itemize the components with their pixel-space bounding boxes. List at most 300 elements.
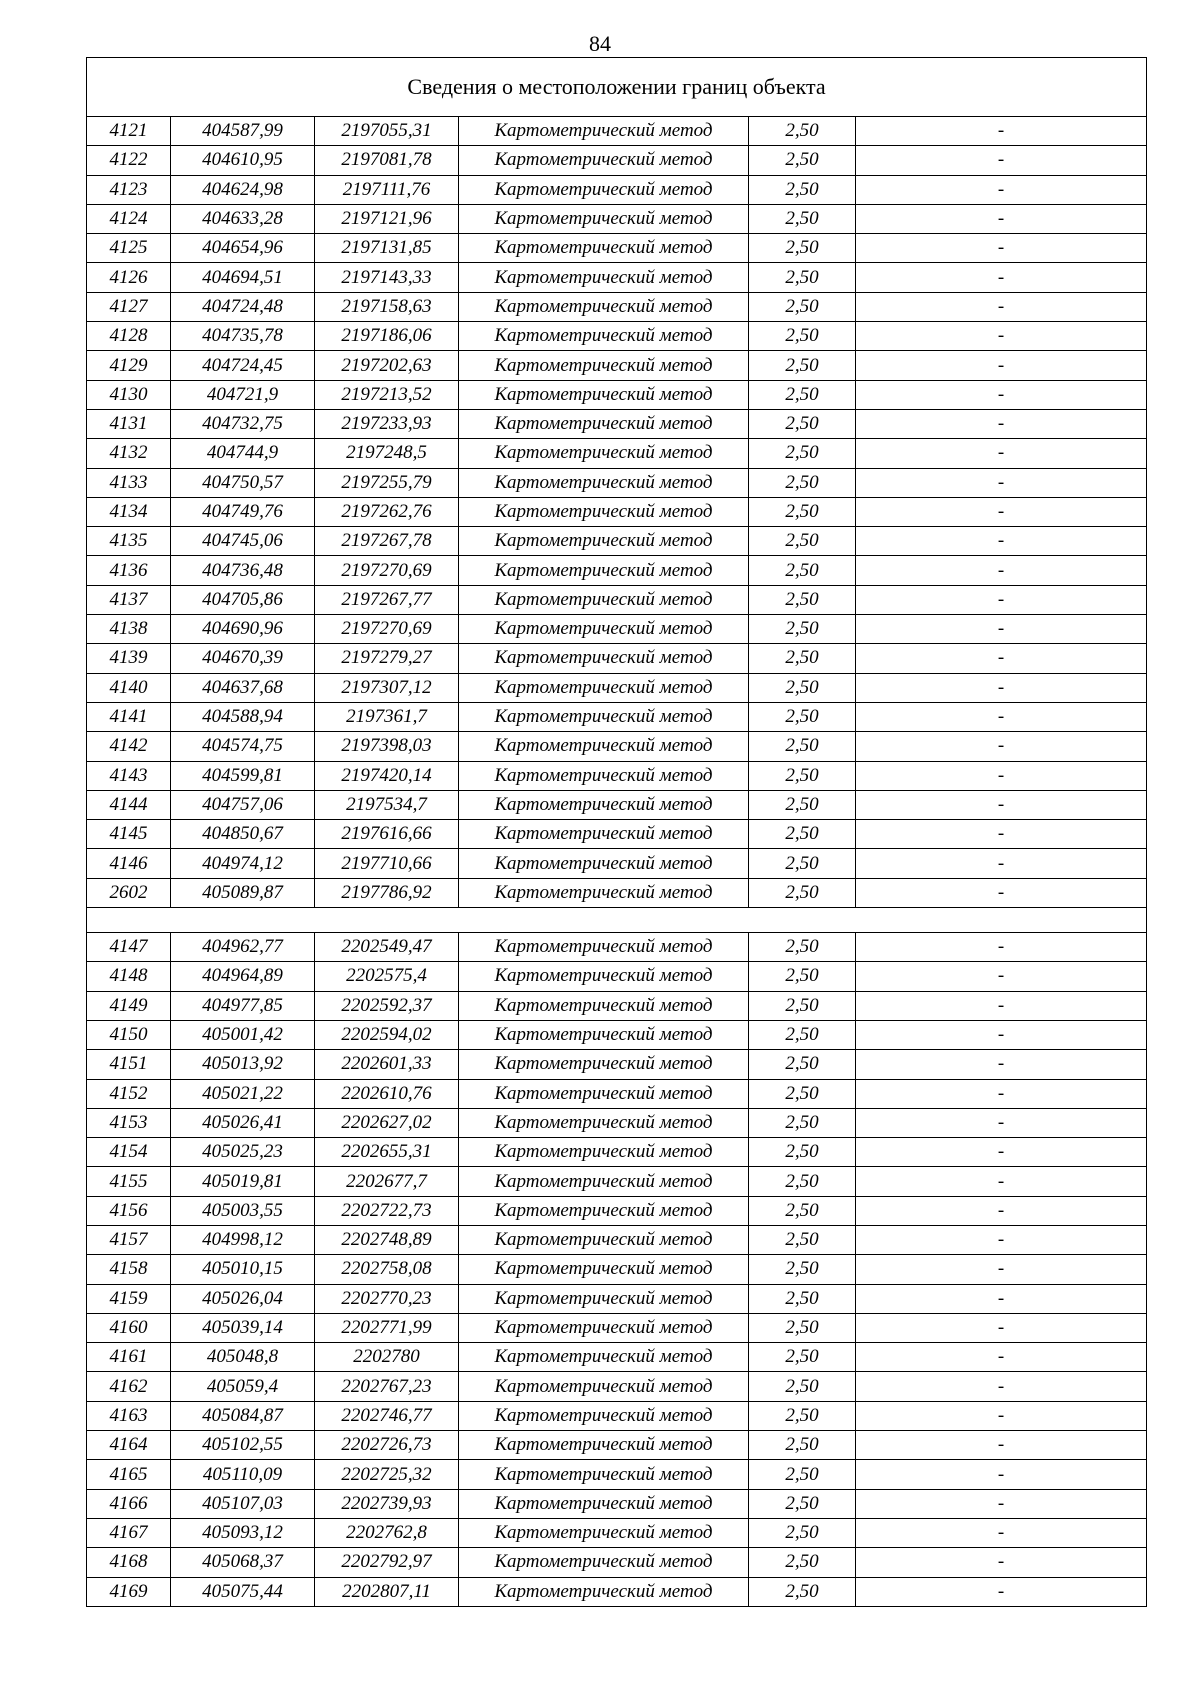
point-number-cell: 4149 bbox=[87, 991, 171, 1020]
table-row bbox=[87, 1050, 1147, 1079]
method-cell: Картометрический метод bbox=[459, 263, 749, 292]
y-coordinate-cell: 2197111,76 bbox=[315, 175, 459, 204]
point-number-cell: 4144 bbox=[87, 790, 171, 819]
accuracy-cell: 2,50 bbox=[749, 117, 856, 146]
table-row bbox=[87, 585, 1147, 614]
x-coordinate-cell: 404732,75 bbox=[171, 409, 315, 438]
y-coordinate-cell: 2202726,73 bbox=[315, 1431, 459, 1460]
x-coordinate-cell: 404724,48 bbox=[171, 292, 315, 321]
description-cell: - bbox=[856, 1313, 1147, 1342]
point-number-cell: 4158 bbox=[87, 1255, 171, 1284]
point-number-cell: 4169 bbox=[87, 1577, 171, 1606]
table-row bbox=[87, 409, 1147, 438]
point-number-cell: 4128 bbox=[87, 322, 171, 351]
y-coordinate-cell: 2202594,02 bbox=[315, 1020, 459, 1049]
description-cell: - bbox=[856, 497, 1147, 526]
point-number-cell: 4135 bbox=[87, 527, 171, 556]
method-cell: Картометрический метод bbox=[459, 732, 749, 761]
table-row bbox=[87, 380, 1147, 409]
y-coordinate-cell: 2202592,37 bbox=[315, 991, 459, 1020]
y-coordinate-cell: 2197270,69 bbox=[315, 556, 459, 585]
boundary-points-table bbox=[86, 57, 1147, 1607]
table-row bbox=[87, 468, 1147, 497]
accuracy-cell: 2,50 bbox=[749, 1050, 856, 1079]
method-cell: Картометрический метод bbox=[459, 1372, 749, 1401]
x-coordinate-cell: 405089,87 bbox=[171, 878, 315, 907]
description-cell: - bbox=[856, 409, 1147, 438]
method-cell: Картометрический метод bbox=[459, 497, 749, 526]
y-coordinate-cell: 2197131,85 bbox=[315, 234, 459, 263]
y-coordinate-cell: 2197420,14 bbox=[315, 761, 459, 790]
method-cell: Картометрический метод bbox=[459, 175, 749, 204]
description-cell: - bbox=[856, 1489, 1147, 1518]
x-coordinate-cell: 404721,9 bbox=[171, 380, 315, 409]
description-cell: - bbox=[856, 439, 1147, 468]
accuracy-cell: 2,50 bbox=[749, 380, 856, 409]
table-row bbox=[87, 175, 1147, 204]
description-cell: - bbox=[856, 933, 1147, 962]
y-coordinate-cell: 2197081,78 bbox=[315, 146, 459, 175]
table-row bbox=[87, 1489, 1147, 1518]
table-row bbox=[87, 1079, 1147, 1108]
description-cell: - bbox=[856, 204, 1147, 233]
x-coordinate-cell: 404962,77 bbox=[171, 933, 315, 962]
table-row bbox=[87, 1020, 1147, 1049]
accuracy-cell: 2,50 bbox=[749, 1255, 856, 1284]
point-number-cell: 4151 bbox=[87, 1050, 171, 1079]
table-row bbox=[87, 556, 1147, 585]
description-cell: - bbox=[856, 380, 1147, 409]
point-number-cell: 4132 bbox=[87, 439, 171, 468]
description-cell: - bbox=[856, 615, 1147, 644]
point-number-cell: 4121 bbox=[87, 117, 171, 146]
accuracy-cell: 2,50 bbox=[749, 933, 856, 962]
point-number-cell: 4125 bbox=[87, 234, 171, 263]
method-cell: Картометрический метод bbox=[459, 1020, 749, 1049]
method-cell: Картометрический метод bbox=[459, 292, 749, 321]
x-coordinate-cell: 405013,92 bbox=[171, 1050, 315, 1079]
x-coordinate-cell: 404694,51 bbox=[171, 263, 315, 292]
description-cell: - bbox=[856, 1020, 1147, 1049]
method-cell: Картометрический метод bbox=[459, 468, 749, 497]
method-cell: Картометрический метод bbox=[459, 351, 749, 380]
y-coordinate-cell: 2197143,33 bbox=[315, 263, 459, 292]
table-row bbox=[87, 790, 1147, 819]
table-row bbox=[87, 1577, 1147, 1606]
accuracy-cell: 2,50 bbox=[749, 790, 856, 819]
table-row bbox=[87, 644, 1147, 673]
accuracy-cell: 2,50 bbox=[749, 527, 856, 556]
description-cell: - bbox=[856, 1518, 1147, 1547]
method-cell: Картометрический метод bbox=[459, 1460, 749, 1489]
table-row bbox=[87, 962, 1147, 991]
point-number-cell: 4138 bbox=[87, 615, 171, 644]
accuracy-cell: 2,50 bbox=[749, 409, 856, 438]
accuracy-cell: 2,50 bbox=[749, 263, 856, 292]
y-coordinate-cell: 2197307,12 bbox=[315, 673, 459, 702]
point-number-cell: 4155 bbox=[87, 1167, 171, 1196]
y-coordinate-cell: 2202746,77 bbox=[315, 1401, 459, 1430]
y-coordinate-cell: 2202748,89 bbox=[315, 1225, 459, 1254]
accuracy-cell: 2,50 bbox=[749, 322, 856, 351]
table-title-row bbox=[87, 58, 1147, 117]
x-coordinate-cell: 405010,15 bbox=[171, 1255, 315, 1284]
table-row bbox=[87, 1138, 1147, 1167]
y-coordinate-cell: 2197255,79 bbox=[315, 468, 459, 497]
description-cell: - bbox=[856, 644, 1147, 673]
description-cell: - bbox=[856, 1372, 1147, 1401]
x-coordinate-cell: 404735,78 bbox=[171, 322, 315, 351]
y-coordinate-cell: 2202762,8 bbox=[315, 1518, 459, 1547]
accuracy-cell: 2,50 bbox=[749, 1079, 856, 1108]
accuracy-cell: 2,50 bbox=[749, 439, 856, 468]
point-number-cell: 4127 bbox=[87, 292, 171, 321]
point-number-cell: 4130 bbox=[87, 380, 171, 409]
accuracy-cell: 2,50 bbox=[749, 1577, 856, 1606]
point-number-cell: 4143 bbox=[87, 761, 171, 790]
x-coordinate-cell: 405039,14 bbox=[171, 1313, 315, 1342]
point-number-cell: 4129 bbox=[87, 351, 171, 380]
accuracy-cell: 2,50 bbox=[749, 1343, 856, 1372]
accuracy-cell: 2,50 bbox=[749, 673, 856, 702]
method-cell: Картометрический метод bbox=[459, 1255, 749, 1284]
accuracy-cell: 2,50 bbox=[749, 175, 856, 204]
point-number-cell: 4166 bbox=[87, 1489, 171, 1518]
section-separator bbox=[87, 908, 1147, 933]
description-cell: - bbox=[856, 1577, 1147, 1606]
point-number-cell: 4147 bbox=[87, 933, 171, 962]
method-cell: Картометрический метод bbox=[459, 1138, 749, 1167]
y-coordinate-cell: 2197055,31 bbox=[315, 117, 459, 146]
method-cell: Картометрический метод bbox=[459, 1108, 749, 1137]
accuracy-cell: 2,50 bbox=[749, 820, 856, 849]
point-number-cell: 4164 bbox=[87, 1431, 171, 1460]
x-coordinate-cell: 404850,67 bbox=[171, 820, 315, 849]
method-cell: Картометрический метод bbox=[459, 1050, 749, 1079]
point-number-cell: 4133 bbox=[87, 468, 171, 497]
table-row bbox=[87, 1313, 1147, 1342]
x-coordinate-cell: 404964,89 bbox=[171, 962, 315, 991]
accuracy-cell: 2,50 bbox=[749, 1372, 856, 1401]
method-cell: Картометрический метод bbox=[459, 991, 749, 1020]
description-cell: - bbox=[856, 849, 1147, 878]
y-coordinate-cell: 2197534,7 bbox=[315, 790, 459, 819]
description-cell: - bbox=[856, 820, 1147, 849]
method-cell: Картометрический метод bbox=[459, 1548, 749, 1577]
y-coordinate-cell: 2197202,63 bbox=[315, 351, 459, 380]
point-number-cell: 4139 bbox=[87, 644, 171, 673]
page-number: 84 bbox=[589, 31, 611, 56]
x-coordinate-cell: 404588,94 bbox=[171, 702, 315, 731]
table-row bbox=[87, 702, 1147, 731]
point-number-cell: 4165 bbox=[87, 1460, 171, 1489]
accuracy-cell: 2,50 bbox=[749, 991, 856, 1020]
description-cell: - bbox=[856, 1225, 1147, 1254]
table-row bbox=[87, 732, 1147, 761]
x-coordinate-cell: 405102,55 bbox=[171, 1431, 315, 1460]
y-coordinate-cell: 2197158,63 bbox=[315, 292, 459, 321]
y-coordinate-cell: 2202627,02 bbox=[315, 1108, 459, 1137]
x-coordinate-cell: 404974,12 bbox=[171, 849, 315, 878]
description-cell: - bbox=[856, 1079, 1147, 1108]
method-cell: Картометрический метод bbox=[459, 1489, 749, 1518]
x-coordinate-cell: 404724,45 bbox=[171, 351, 315, 380]
y-coordinate-cell: 2197710,66 bbox=[315, 849, 459, 878]
accuracy-cell: 2,50 bbox=[749, 1431, 856, 1460]
x-coordinate-cell: 405001,42 bbox=[171, 1020, 315, 1049]
table-row bbox=[87, 878, 1147, 907]
y-coordinate-cell: 2197398,03 bbox=[315, 732, 459, 761]
point-number-cell: 4131 bbox=[87, 409, 171, 438]
table-row bbox=[87, 615, 1147, 644]
accuracy-cell: 2,50 bbox=[749, 702, 856, 731]
description-cell: - bbox=[856, 1255, 1147, 1284]
accuracy-cell: 2,50 bbox=[749, 1518, 856, 1547]
table-row bbox=[87, 1343, 1147, 1372]
table-row bbox=[87, 146, 1147, 175]
point-number-cell: 4156 bbox=[87, 1196, 171, 1225]
point-number-cell: 4145 bbox=[87, 820, 171, 849]
x-coordinate-cell: 404599,81 bbox=[171, 761, 315, 790]
description-cell: - bbox=[856, 234, 1147, 263]
accuracy-cell: 2,50 bbox=[749, 1167, 856, 1196]
point-number-cell: 4124 bbox=[87, 204, 171, 233]
x-coordinate-cell: 405019,81 bbox=[171, 1167, 315, 1196]
y-coordinate-cell: 2202677,7 bbox=[315, 1167, 459, 1196]
table-row bbox=[87, 1518, 1147, 1547]
x-coordinate-cell: 404750,57 bbox=[171, 468, 315, 497]
point-number-cell: 2602 bbox=[87, 878, 171, 907]
table-row bbox=[87, 1167, 1147, 1196]
method-cell: Картометрический метод bbox=[459, 702, 749, 731]
x-coordinate-cell: 405003,55 bbox=[171, 1196, 315, 1225]
description-cell: - bbox=[856, 556, 1147, 585]
description-cell: - bbox=[856, 1431, 1147, 1460]
method-cell: Картометрический метод bbox=[459, 1284, 749, 1313]
point-number-cell: 4123 bbox=[87, 175, 171, 204]
point-number-cell: 4154 bbox=[87, 1138, 171, 1167]
point-number-cell: 4122 bbox=[87, 146, 171, 175]
point-number-cell: 4141 bbox=[87, 702, 171, 731]
description-cell: - bbox=[856, 878, 1147, 907]
y-coordinate-cell: 2197267,77 bbox=[315, 585, 459, 614]
method-cell: Картометрический метод bbox=[459, 146, 749, 175]
y-coordinate-cell: 2197213,52 bbox=[315, 380, 459, 409]
y-coordinate-cell: 2202575,4 bbox=[315, 962, 459, 991]
description-cell: - bbox=[856, 585, 1147, 614]
x-coordinate-cell: 404670,39 bbox=[171, 644, 315, 673]
table-row bbox=[87, 204, 1147, 233]
x-coordinate-cell: 405107,03 bbox=[171, 1489, 315, 1518]
description-cell: - bbox=[856, 527, 1147, 556]
point-number-cell: 4159 bbox=[87, 1284, 171, 1313]
x-coordinate-cell: 404744,9 bbox=[171, 439, 315, 468]
method-cell: Картометрический метод bbox=[459, 644, 749, 673]
point-number-cell: 4160 bbox=[87, 1313, 171, 1342]
accuracy-cell: 2,50 bbox=[749, 1225, 856, 1254]
x-coordinate-cell: 405048,8 bbox=[171, 1343, 315, 1372]
method-cell: Картометрический метод bbox=[459, 962, 749, 991]
description-cell: - bbox=[856, 1548, 1147, 1577]
table-row bbox=[87, 1196, 1147, 1225]
table-row bbox=[87, 322, 1147, 351]
table-row bbox=[87, 933, 1147, 962]
accuracy-cell: 2,50 bbox=[749, 556, 856, 585]
y-coordinate-cell: 2202771,99 bbox=[315, 1313, 459, 1342]
table-row bbox=[87, 1225, 1147, 1254]
point-number-cell: 4153 bbox=[87, 1108, 171, 1137]
table-row bbox=[87, 497, 1147, 526]
point-number-cell: 4163 bbox=[87, 1401, 171, 1430]
method-cell: Картометрический метод bbox=[459, 322, 749, 351]
table-row bbox=[87, 234, 1147, 263]
accuracy-cell: 2,50 bbox=[749, 1284, 856, 1313]
table-row bbox=[87, 263, 1147, 292]
table-row bbox=[87, 991, 1147, 1020]
section-separator-row bbox=[87, 908, 1147, 933]
y-coordinate-cell: 2202792,97 bbox=[315, 1548, 459, 1577]
x-coordinate-cell: 404998,12 bbox=[171, 1225, 315, 1254]
description-cell: - bbox=[856, 146, 1147, 175]
description-cell: - bbox=[856, 1138, 1147, 1167]
description-cell: - bbox=[856, 732, 1147, 761]
accuracy-cell: 2,50 bbox=[749, 497, 856, 526]
accuracy-cell: 2,50 bbox=[749, 615, 856, 644]
point-number-cell: 4162 bbox=[87, 1372, 171, 1401]
table-row bbox=[87, 292, 1147, 321]
method-cell: Картометрический метод bbox=[459, 878, 749, 907]
x-coordinate-cell: 405093,12 bbox=[171, 1518, 315, 1547]
point-number-cell: 4146 bbox=[87, 849, 171, 878]
accuracy-cell: 2,50 bbox=[749, 1401, 856, 1430]
table-row bbox=[87, 1548, 1147, 1577]
table-row bbox=[87, 1431, 1147, 1460]
accuracy-cell: 2,50 bbox=[749, 1548, 856, 1577]
method-cell: Картометрический метод bbox=[459, 849, 749, 878]
x-coordinate-cell: 405059,4 bbox=[171, 1372, 315, 1401]
description-cell: - bbox=[856, 1284, 1147, 1313]
description-cell: - bbox=[856, 790, 1147, 819]
x-coordinate-cell: 404637,68 bbox=[171, 673, 315, 702]
method-cell: Картометрический метод bbox=[459, 820, 749, 849]
x-coordinate-cell: 404574,75 bbox=[171, 732, 315, 761]
accuracy-cell: 2,50 bbox=[749, 1196, 856, 1225]
point-number-cell: 4136 bbox=[87, 556, 171, 585]
table-row bbox=[87, 1372, 1147, 1401]
accuracy-cell: 2,50 bbox=[749, 468, 856, 497]
accuracy-cell: 2,50 bbox=[749, 1108, 856, 1137]
x-coordinate-cell: 405084,87 bbox=[171, 1401, 315, 1430]
x-coordinate-cell: 404736,48 bbox=[171, 556, 315, 585]
y-coordinate-cell: 2202770,23 bbox=[315, 1284, 459, 1313]
accuracy-cell: 2,50 bbox=[749, 1460, 856, 1489]
point-number-cell: 4167 bbox=[87, 1518, 171, 1547]
method-cell: Картометрический метод bbox=[459, 1313, 749, 1342]
method-cell: Картометрический метод bbox=[459, 933, 749, 962]
accuracy-cell: 2,50 bbox=[749, 292, 856, 321]
method-cell: Картометрический метод bbox=[459, 1225, 749, 1254]
method-cell: Картометрический метод bbox=[459, 556, 749, 585]
y-coordinate-cell: 2202739,93 bbox=[315, 1489, 459, 1518]
accuracy-cell: 2,50 bbox=[749, 1138, 856, 1167]
y-coordinate-cell: 2202549,47 bbox=[315, 933, 459, 962]
y-coordinate-cell: 2202601,33 bbox=[315, 1050, 459, 1079]
x-coordinate-cell: 404633,28 bbox=[171, 204, 315, 233]
x-coordinate-cell: 405075,44 bbox=[171, 1577, 315, 1606]
x-coordinate-cell: 404587,99 bbox=[171, 117, 315, 146]
table-row bbox=[87, 527, 1147, 556]
accuracy-cell: 2,50 bbox=[749, 878, 856, 907]
y-coordinate-cell: 2197248,5 bbox=[315, 439, 459, 468]
x-coordinate-cell: 404705,86 bbox=[171, 585, 315, 614]
x-coordinate-cell: 405110,09 bbox=[171, 1460, 315, 1489]
description-cell: - bbox=[856, 761, 1147, 790]
accuracy-cell: 2,50 bbox=[749, 204, 856, 233]
point-number-cell: 4142 bbox=[87, 732, 171, 761]
description-cell: - bbox=[856, 1196, 1147, 1225]
method-cell: Картометрический метод bbox=[459, 234, 749, 263]
y-coordinate-cell: 2197270,69 bbox=[315, 615, 459, 644]
method-cell: Картометрический метод bbox=[459, 1577, 749, 1606]
accuracy-cell: 2,50 bbox=[749, 761, 856, 790]
description-cell: - bbox=[856, 1167, 1147, 1196]
table-row bbox=[87, 849, 1147, 878]
table-row bbox=[87, 1284, 1147, 1313]
method-cell: Картометрический метод bbox=[459, 1401, 749, 1430]
table-row bbox=[87, 673, 1147, 702]
description-cell: - bbox=[856, 1343, 1147, 1372]
y-coordinate-cell: 2197616,66 bbox=[315, 820, 459, 849]
method-cell: Картометрический метод bbox=[459, 527, 749, 556]
description-cell: - bbox=[856, 468, 1147, 497]
method-cell: Картометрический метод bbox=[459, 673, 749, 702]
accuracy-cell: 2,50 bbox=[749, 234, 856, 263]
method-cell: Картометрический метод bbox=[459, 204, 749, 233]
method-cell: Картометрический метод bbox=[459, 1431, 749, 1460]
y-coordinate-cell: 2197279,27 bbox=[315, 644, 459, 673]
accuracy-cell: 2,50 bbox=[749, 732, 856, 761]
description-cell: - bbox=[856, 117, 1147, 146]
description-cell: - bbox=[856, 175, 1147, 204]
y-coordinate-cell: 2202725,32 bbox=[315, 1460, 459, 1489]
description-cell: - bbox=[856, 1401, 1147, 1430]
method-cell: Картометрический метод bbox=[459, 790, 749, 819]
y-coordinate-cell: 2197233,93 bbox=[315, 409, 459, 438]
point-number-cell: 4161 bbox=[87, 1343, 171, 1372]
method-cell: Картометрический метод bbox=[459, 1196, 749, 1225]
accuracy-cell: 2,50 bbox=[749, 1020, 856, 1049]
x-coordinate-cell: 404977,85 bbox=[171, 991, 315, 1020]
table-row bbox=[87, 820, 1147, 849]
table-row bbox=[87, 351, 1147, 380]
description-cell: - bbox=[856, 1108, 1147, 1137]
method-cell: Картометрический метод bbox=[459, 409, 749, 438]
y-coordinate-cell: 2202807,11 bbox=[315, 1577, 459, 1606]
accuracy-cell: 2,50 bbox=[749, 849, 856, 878]
point-number-cell: 4137 bbox=[87, 585, 171, 614]
description-cell: - bbox=[856, 962, 1147, 991]
point-number-cell: 4126 bbox=[87, 263, 171, 292]
point-number-cell: 4168 bbox=[87, 1548, 171, 1577]
x-coordinate-cell: 404749,76 bbox=[171, 497, 315, 526]
y-coordinate-cell: 2197186,06 bbox=[315, 322, 459, 351]
point-number-cell: 4157 bbox=[87, 1225, 171, 1254]
table-row bbox=[87, 761, 1147, 790]
x-coordinate-cell: 404757,06 bbox=[171, 790, 315, 819]
accuracy-cell: 2,50 bbox=[749, 146, 856, 175]
method-cell: Картометрический метод bbox=[459, 1079, 749, 1108]
table-row bbox=[87, 439, 1147, 468]
